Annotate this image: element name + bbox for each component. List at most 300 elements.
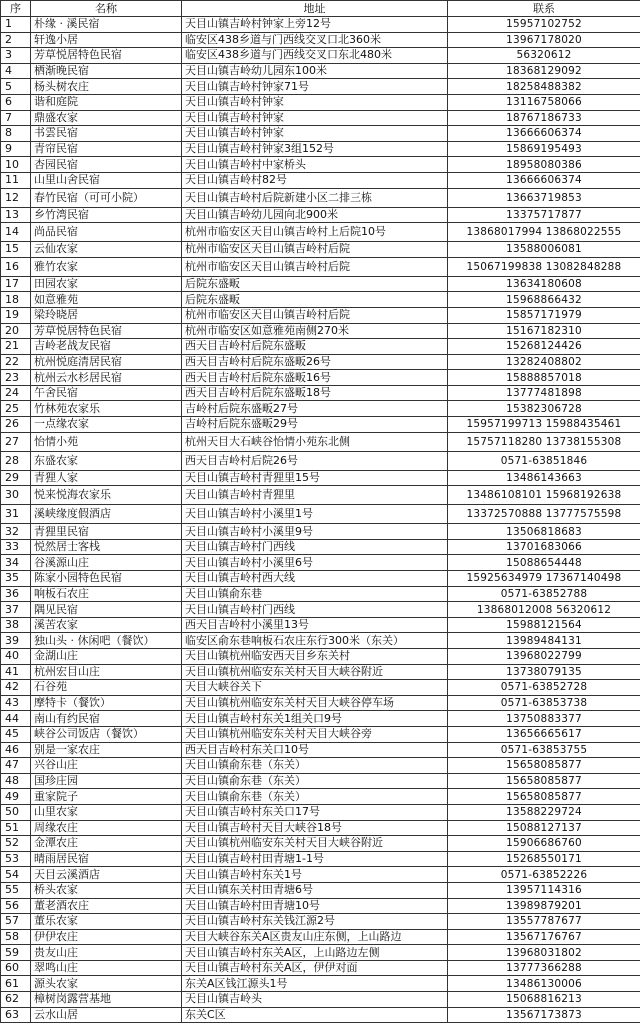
row-contact: 0571-63851846 xyxy=(448,451,640,470)
row-contact: 13282408802 xyxy=(448,354,640,370)
table-row xyxy=(1,742,640,758)
row-name: 隅见民宿 xyxy=(31,602,182,618)
table-row xyxy=(1,17,640,33)
row-contact: 15658085877 xyxy=(448,773,640,789)
row-contact: 13868012008 56320612 xyxy=(448,602,640,618)
row-name: 一点缘农家 xyxy=(31,417,182,433)
table-row xyxy=(1,1007,640,1023)
header-seq: 序 xyxy=(1,1,31,17)
row-seq: 24 xyxy=(1,385,31,401)
row-contact: 0571-63853738 xyxy=(448,695,640,711)
row-name: 梁玲晓居 xyxy=(31,307,182,323)
table-row xyxy=(1,63,640,79)
row-address: 天目山镇吉岭村后院新建小区二排三栋 xyxy=(182,188,448,207)
row-seq: 27 xyxy=(1,432,31,451)
row-address: 天目山镇吉岭村钟家3组152号 xyxy=(182,141,448,157)
row-address: 天目山镇俞东巷（东关） xyxy=(182,773,448,789)
row-name: 周缘农庄 xyxy=(31,820,182,836)
row-contact: 15088127137 xyxy=(448,820,640,836)
row-contact: 13777481898 xyxy=(448,385,640,401)
row-name: 兴谷山庄 xyxy=(31,758,182,774)
table-row xyxy=(1,539,640,555)
row-address: 天目山镇吉岭村小溪里9号 xyxy=(182,524,448,540)
row-address: 西天目吉岭村后院东盛畈18号 xyxy=(182,385,448,401)
row-seq: 62 xyxy=(1,992,31,1008)
row-address: 东关C区 xyxy=(182,1007,448,1023)
row-seq: 38 xyxy=(1,617,31,633)
table-row xyxy=(1,323,640,339)
row-contact: 15906686760 xyxy=(448,836,640,852)
row-name: 春竹民宿（可可小院） xyxy=(31,188,182,207)
row-name: 尚品民宿 xyxy=(31,223,182,242)
row-seq: 40 xyxy=(1,649,31,665)
table-row xyxy=(1,867,640,883)
row-name: 溪苦农家 xyxy=(31,617,182,633)
row-address: 西天目吉岭村小溪里13号 xyxy=(182,617,448,633)
row-contact: 13557787677 xyxy=(448,914,640,930)
row-name: 响板石农庄 xyxy=(31,586,182,602)
row-contact: 13868017994 13868022555 xyxy=(448,223,640,242)
row-contact: 0571-63853755 xyxy=(448,742,640,758)
row-seq: 51 xyxy=(1,820,31,836)
row-address: 杭州市临安区天目山镇吉岭村后院 xyxy=(182,257,448,276)
row-name: 董老酒农庄 xyxy=(31,898,182,914)
row-seq: 5 xyxy=(1,79,31,95)
row-seq: 53 xyxy=(1,851,31,867)
row-name: 杨头树农庄 xyxy=(31,79,182,95)
row-contact: 13968022799 xyxy=(448,649,640,665)
table-row xyxy=(1,188,640,207)
table-row xyxy=(1,555,640,571)
row-seq: 49 xyxy=(1,789,31,805)
row-seq: 2 xyxy=(1,32,31,48)
row-name: 怡情小苑 xyxy=(31,432,182,451)
row-contact: 13588229724 xyxy=(448,804,640,820)
row-name: 栖渐晚民宿 xyxy=(31,63,182,79)
table-row xyxy=(1,804,640,820)
table-row xyxy=(1,571,640,587)
row-address: 天目山镇吉岭村小溪里1号 xyxy=(182,505,448,524)
row-seq: 39 xyxy=(1,633,31,649)
row-name: 悦然居士客栈 xyxy=(31,539,182,555)
table-row xyxy=(1,680,640,696)
row-contact: 56320612 xyxy=(448,48,640,64)
row-contact: 13957114316 xyxy=(448,882,640,898)
row-contact: 15869195493 xyxy=(448,141,640,157)
row-seq: 37 xyxy=(1,602,31,618)
row-address: 西天目吉岭村后院东盛畈 xyxy=(182,339,448,355)
row-name: 金潭农庄 xyxy=(31,836,182,852)
row-seq: 14 xyxy=(1,223,31,242)
table-row xyxy=(1,758,640,774)
row-contact: 13486130006 xyxy=(448,976,640,992)
row-seq: 26 xyxy=(1,417,31,433)
row-address: 西天目吉岭村后院东盛畈16号 xyxy=(182,370,448,386)
row-contact: 18258488382 xyxy=(448,79,640,95)
row-address: 天目山镇杭州临安东关村天目大峡谷停车场 xyxy=(182,695,448,711)
row-name: 悦来悦海农家乐 xyxy=(31,486,182,505)
table-row xyxy=(1,417,640,433)
row-address: 西天目吉岭村后院26号 xyxy=(182,451,448,470)
header-address: 地址 xyxy=(182,1,448,17)
row-contact: 0571-63852226 xyxy=(448,867,640,883)
row-seq: 29 xyxy=(1,470,31,486)
row-seq: 11 xyxy=(1,172,31,188)
row-seq: 20 xyxy=(1,323,31,339)
row-contact: 0571-63852788 xyxy=(448,586,640,602)
row-address: 临安区俞东巷响板石农庄东行300米（东关） xyxy=(182,633,448,649)
row-contact: 15925634979 17367140498 xyxy=(448,571,640,587)
table-row xyxy=(1,385,640,401)
row-address: 天目山镇吉岭村钟家 xyxy=(182,126,448,142)
row-name: 云水山居 xyxy=(31,1007,182,1023)
row-address: 天目山镇吉岭村钟家上旁12号 xyxy=(182,17,448,33)
table-row xyxy=(1,401,640,417)
row-seq: 59 xyxy=(1,945,31,961)
row-name: 书雲民宿 xyxy=(31,126,182,142)
table-row xyxy=(1,602,640,618)
header-name: 名称 xyxy=(31,1,182,17)
row-name: 谐和庭院 xyxy=(31,94,182,110)
table-row xyxy=(1,257,640,276)
table-row xyxy=(1,524,640,540)
row-name: 杭州云水杉居民宿 xyxy=(31,370,182,386)
row-seq: 58 xyxy=(1,929,31,945)
row-address: 天目山镇俞东巷 xyxy=(182,586,448,602)
row-name: 摩特卡（餐饮） xyxy=(31,695,182,711)
row-contact: 13506818683 xyxy=(448,524,640,540)
row-name: 青狸人家 xyxy=(31,470,182,486)
table-row xyxy=(1,486,640,505)
row-seq: 42 xyxy=(1,680,31,696)
table-row xyxy=(1,432,640,451)
row-name: 东盛农家 xyxy=(31,451,182,470)
row-contact: 13666606374 xyxy=(448,172,640,188)
header-contact: 联系 xyxy=(448,1,640,17)
row-seq: 30 xyxy=(1,486,31,505)
row-name: 芳草悦居特色民宿 xyxy=(31,48,182,64)
row-name: 轩逸小居 xyxy=(31,32,182,48)
row-seq: 1 xyxy=(1,17,31,33)
row-address: 临安区438乡道与门西线交叉口东北480米 xyxy=(182,48,448,64)
row-address: 天目山镇吉岭村钟家 xyxy=(182,94,448,110)
row-seq: 23 xyxy=(1,370,31,386)
row-address: 天目山镇吉岭村东关1号 xyxy=(182,867,448,883)
row-address: 天目山镇吉岭村田青塘10号 xyxy=(182,898,448,914)
row-address: 天目山镇吉岭村东关A区，伊伊对面 xyxy=(182,960,448,976)
row-address: 天目山镇吉岭幼儿园向北900米 xyxy=(182,207,448,223)
table-row xyxy=(1,836,640,852)
table-row xyxy=(1,820,640,836)
row-name: 田园农家 xyxy=(31,276,182,292)
table-row xyxy=(1,470,640,486)
row-contact: 13486143663 xyxy=(448,470,640,486)
table-row xyxy=(1,898,640,914)
row-seq: 61 xyxy=(1,976,31,992)
row-seq: 25 xyxy=(1,401,31,417)
table-row xyxy=(1,586,640,602)
table-row xyxy=(1,649,640,665)
row-contact: 18767186733 xyxy=(448,110,640,126)
row-name: 朴缘 · 溪民宿 xyxy=(31,17,182,33)
row-name: 雅竹农家 xyxy=(31,257,182,276)
row-name: 金湖山庄 xyxy=(31,649,182,665)
row-address: 天目山镇吉岭村小溪里6号 xyxy=(182,555,448,571)
table-row xyxy=(1,451,640,470)
row-name: 源头农家 xyxy=(31,976,182,992)
row-contact: 15067199838 13082848288 xyxy=(448,257,640,276)
row-seq: 6 xyxy=(1,94,31,110)
row-contact: 13967178020 xyxy=(448,32,640,48)
table-row xyxy=(1,207,640,223)
row-name: 重家院子 xyxy=(31,789,182,805)
row-contact: 15658085877 xyxy=(448,758,640,774)
table-row xyxy=(1,992,640,1008)
row-seq: 52 xyxy=(1,836,31,852)
row-address: 天目山镇杭州临安东关村天目大峡谷旁 xyxy=(182,726,448,742)
row-address: 天目山镇吉岭村青狸里15号 xyxy=(182,470,448,486)
row-seq: 48 xyxy=(1,773,31,789)
row-address: 天目山镇吉岭村门西线 xyxy=(182,602,448,618)
row-address: 杭州市临安区天目山镇吉岭村后院 xyxy=(182,242,448,258)
row-contact: 13663719853 xyxy=(448,188,640,207)
row-name: 别是一家农庄 xyxy=(31,742,182,758)
row-name: 樟树岗露营基地 xyxy=(31,992,182,1008)
row-name: 乡竹湾民宿 xyxy=(31,207,182,223)
table-row xyxy=(1,929,640,945)
row-seq: 57 xyxy=(1,914,31,930)
row-seq: 15 xyxy=(1,242,31,258)
table-row xyxy=(1,276,640,292)
row-name: 杏园民宿 xyxy=(31,157,182,173)
row-seq: 50 xyxy=(1,804,31,820)
row-contact: 13486108101 15968192638 xyxy=(448,486,640,505)
table-row xyxy=(1,172,640,188)
row-address: 天目山镇吉岭幼儿园东100米 xyxy=(182,63,448,79)
table-row xyxy=(1,370,640,386)
row-name: 午舍民宿 xyxy=(31,385,182,401)
row-address: 吉岭村后院东盛畈27号 xyxy=(182,401,448,417)
row-address: 天目山镇吉岭村青狸里 xyxy=(182,486,448,505)
row-address: 天目山镇杭州临安西天目乡东关村 xyxy=(182,649,448,665)
row-seq: 3 xyxy=(1,48,31,64)
row-address: 天目大峡谷东关A区贵友山庄东侧，上山路边 xyxy=(182,929,448,945)
row-seq: 46 xyxy=(1,742,31,758)
row-seq: 28 xyxy=(1,451,31,470)
row-name: 贵友山庄 xyxy=(31,945,182,961)
table-row xyxy=(1,141,640,157)
row-seq: 10 xyxy=(1,157,31,173)
row-contact: 13116758066 xyxy=(448,94,640,110)
row-contact: 13989484131 xyxy=(448,633,640,649)
row-contact: 13738079135 xyxy=(448,664,640,680)
row-seq: 33 xyxy=(1,539,31,555)
row-seq: 22 xyxy=(1,354,31,370)
row-contact: 13968031802 xyxy=(448,945,640,961)
row-seq: 34 xyxy=(1,555,31,571)
row-address: 西天目吉岭村后院东盛畈26号 xyxy=(182,354,448,370)
row-address: 杭州市临安区如意雅苑南侧270米 xyxy=(182,323,448,339)
row-address: 天目山镇吉岭村田青塘1-1号 xyxy=(182,851,448,867)
row-address: 天目山镇杭州临安东关村天目大峡谷附近 xyxy=(182,664,448,680)
row-name: 国珍庄园 xyxy=(31,773,182,789)
row-name: 竹林苑农家乐 xyxy=(31,401,182,417)
row-name: 独山头 · 休闲吧（餐饮） xyxy=(31,633,182,649)
row-contact: 15268124426 xyxy=(448,339,640,355)
table-row xyxy=(1,32,640,48)
row-seq: 16 xyxy=(1,257,31,276)
row-seq: 13 xyxy=(1,207,31,223)
row-name: 桥头农家 xyxy=(31,882,182,898)
row-contact: 13375717877 xyxy=(448,207,640,223)
row-seq: 43 xyxy=(1,695,31,711)
row-contact: 13634180608 xyxy=(448,276,640,292)
row-name: 溪峡缘度假酒店 xyxy=(31,505,182,524)
table-row xyxy=(1,242,640,258)
row-address: 天目山镇吉岭村西大线 xyxy=(182,571,448,587)
row-seq: 17 xyxy=(1,276,31,292)
table-row xyxy=(1,157,640,173)
row-contact: 15382306728 xyxy=(448,401,640,417)
row-name: 陈家小园特色民宿 xyxy=(31,571,182,587)
row-address: 天目山镇吉岭村钟家71号 xyxy=(182,79,448,95)
row-name: 天目云溪酒店 xyxy=(31,867,182,883)
row-seq: 55 xyxy=(1,882,31,898)
table-row xyxy=(1,354,640,370)
row-name: 青帘民宿 xyxy=(31,141,182,157)
row-address: 天目山镇俞东巷（东关） xyxy=(182,758,448,774)
row-seq: 9 xyxy=(1,141,31,157)
row-contact: 13777366288 xyxy=(448,960,640,976)
row-address: 临安区438乡道与门西线交叉口北360米 xyxy=(182,32,448,48)
row-contact: 15268550171 xyxy=(448,851,640,867)
table-row xyxy=(1,307,640,323)
row-contact: 13588006081 xyxy=(448,242,640,258)
row-address: 天目山镇东关村田青塘6号 xyxy=(182,882,448,898)
row-contact: 13989879201 xyxy=(448,898,640,914)
table-row xyxy=(1,945,640,961)
row-address: 杭州市临安区天目山镇吉岭村后院 xyxy=(182,307,448,323)
row-seq: 36 xyxy=(1,586,31,602)
row-address: 天目山镇吉岭头 xyxy=(182,992,448,1008)
header-row xyxy=(1,1,640,17)
row-contact: 15857171979 xyxy=(448,307,640,323)
table-row xyxy=(1,633,640,649)
table-row xyxy=(1,851,640,867)
table-row xyxy=(1,711,640,727)
table-row xyxy=(1,960,640,976)
table-row xyxy=(1,126,640,142)
table-row xyxy=(1,292,640,308)
row-address: 天目山镇吉岭村钟家 xyxy=(182,110,448,126)
row-address: 天目山镇吉岭村东关A区，上山路边左侧 xyxy=(182,945,448,961)
row-name: 吉岭老战友民宿 xyxy=(31,339,182,355)
row-contact: 15757118280 13738155308 xyxy=(448,432,640,451)
row-seq: 21 xyxy=(1,339,31,355)
row-address: 天目山镇杭州临安东关村天目大峡谷附近 xyxy=(182,836,448,852)
table-body xyxy=(1,17,640,1023)
row-seq: 7 xyxy=(1,110,31,126)
row-contact: 13372570888 13777575598 xyxy=(448,505,640,524)
row-name: 山里农家 xyxy=(31,804,182,820)
row-address: 杭州天目大石峡谷怡情小苑东北侧 xyxy=(182,432,448,451)
row-address: 天目山镇吉岭村门西线 xyxy=(182,539,448,555)
row-contact: 15888857018 xyxy=(448,370,640,386)
row-contact: 13701683066 xyxy=(448,539,640,555)
row-address: 杭州市临安区天目山镇吉岭村上后院10号 xyxy=(182,223,448,242)
row-seq: 4 xyxy=(1,63,31,79)
table-row xyxy=(1,914,640,930)
row-contact: 15658085877 xyxy=(448,789,640,805)
table-row xyxy=(1,976,640,992)
row-seq: 19 xyxy=(1,307,31,323)
row-name: 谷溪源山庄 xyxy=(31,555,182,571)
row-name: 杭州悦庭清居民宿 xyxy=(31,354,182,370)
row-name: 伊伊农庄 xyxy=(31,929,182,945)
table-row xyxy=(1,695,640,711)
table-row xyxy=(1,617,640,633)
row-contact: 15988121564 xyxy=(448,617,640,633)
row-contact: 18368129092 xyxy=(448,63,640,79)
row-seq: 56 xyxy=(1,898,31,914)
row-address: 天目山镇吉岭村东关钱江源2号 xyxy=(182,914,448,930)
row-name: 云仙农家 xyxy=(31,242,182,258)
row-seq: 41 xyxy=(1,664,31,680)
row-contact: 15968866432 xyxy=(448,292,640,308)
row-address: 东关A区钱江源头1号 xyxy=(182,976,448,992)
table-row xyxy=(1,94,640,110)
row-contact: 13567173873 xyxy=(448,1007,640,1023)
row-contact: 15167182310 xyxy=(448,323,640,339)
row-contact: 15957102752 xyxy=(448,17,640,33)
row-contact: 13656665617 xyxy=(448,726,640,742)
row-seq: 60 xyxy=(1,960,31,976)
table-row xyxy=(1,505,640,524)
row-address: 天目山镇吉岭村中家桥头 xyxy=(182,157,448,173)
row-seq: 45 xyxy=(1,726,31,742)
row-contact: 15068816213 xyxy=(448,992,640,1008)
row-name: 石谷苑 xyxy=(31,680,182,696)
table-row xyxy=(1,882,640,898)
row-contact: 18958080386 xyxy=(448,157,640,173)
table-row xyxy=(1,726,640,742)
row-seq: 32 xyxy=(1,524,31,540)
table-row xyxy=(1,79,640,95)
row-seq: 47 xyxy=(1,758,31,774)
row-address: 天目山镇吉岭村82号 xyxy=(182,172,448,188)
row-name: 杭州宏目山庄 xyxy=(31,664,182,680)
row-address: 后院东盛畈 xyxy=(182,292,448,308)
row-name: 鼎盛农家 xyxy=(31,110,182,126)
row-address: 天目山镇吉岭村天目大峡谷18号 xyxy=(182,820,448,836)
row-address: 天目山镇吉岭村东关1组关口9号 xyxy=(182,711,448,727)
row-contact: 15088654448 xyxy=(448,555,640,571)
row-name: 晴雨居民宿 xyxy=(31,851,182,867)
row-address: 后院东盛畈 xyxy=(182,276,448,292)
row-seq: 18 xyxy=(1,292,31,308)
table-row xyxy=(1,223,640,242)
row-address: 吉岭村后院东盛畈29号 xyxy=(182,417,448,433)
row-contact: 0571-63852728 xyxy=(448,680,640,696)
row-contact: 13750883377 xyxy=(448,711,640,727)
row-name: 如意雅苑 xyxy=(31,292,182,308)
row-seq: 63 xyxy=(1,1007,31,1023)
row-address: 西天目吉岭村东关口10号 xyxy=(182,742,448,758)
row-address: 天目大峡谷关下 xyxy=(182,680,448,696)
row-seq: 8 xyxy=(1,126,31,142)
table-row xyxy=(1,773,640,789)
row-contact: 13666606374 xyxy=(448,126,640,142)
